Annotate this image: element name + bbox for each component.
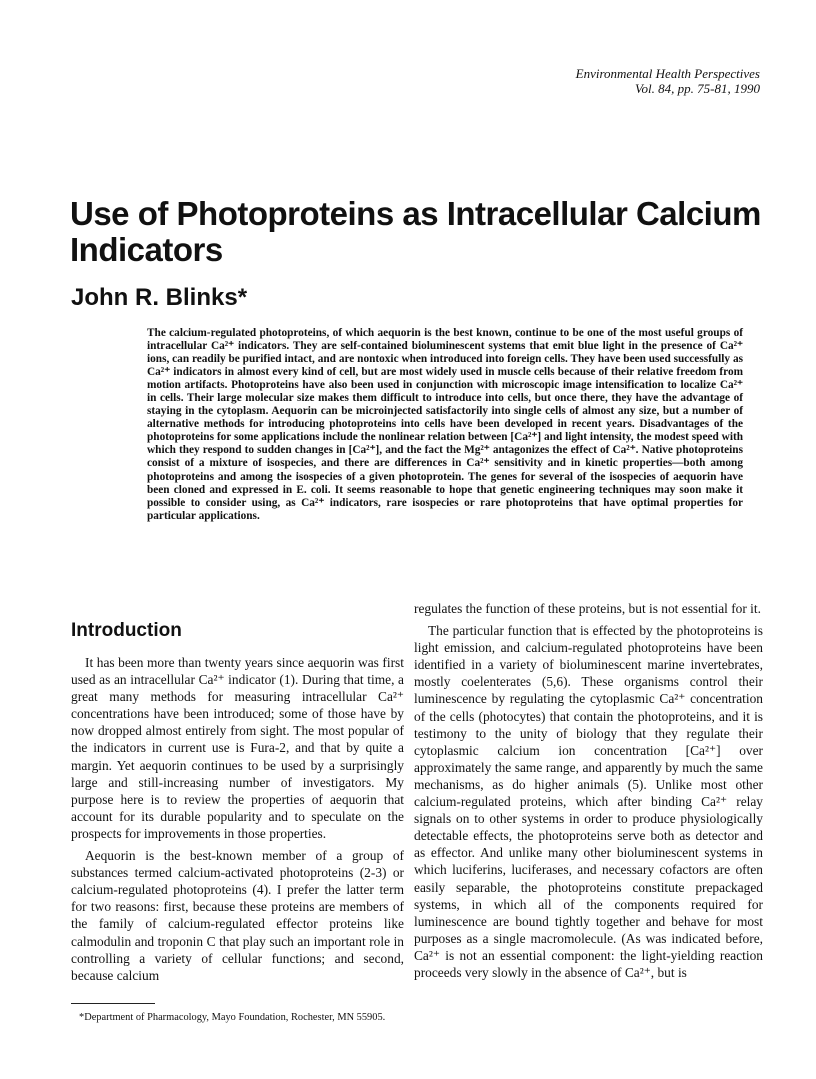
- body-paragraph: It has been more than twenty years since aequorin was first used as an intracellular Ca²⁺ indicator (1). During that time, a great many methods for measuring intracellular Ca²⁺ concentrations have been introduced; some of those have by now dropped almost entirely from sight. The most popular of the indicators in current use is Fura-2, and that by quite a margin. Yet aequorin continues to be used by a surprisingly large and still-increasing number of investigators. My purpose here is to review the properties of aequorin that account for its durable popularity and to speculate on the prospects for improvements in those properties.: [71, 655, 404, 841]
- abstract: The calcium-regulated photoproteins, of which aequorin is the best known, continue to be one of the most useful groups of intracellular Ca²⁺ indicators. They are self-contained bioluminescent systems that emit blue light in the presence of Ca²⁺ ions, can readily be purified intact, and are nontoxic when introduced into foreign cells. They have been used successfully as Ca²⁺ indicators in almost every kind of cell, but are most widely used in muscle cells because of their relative freedom from motion artifacts. Photoproteins have also been used in conjunction with microscopic image intensification to localize Ca²⁺ in cells. Their large molecular size makes them difficult to introduce into cells, but once there, they have the advantage of staying in the cytoplasm. Aequorin can be microinjected satisfactorily into single cells of almost any size, but a number of alternative methods for introducing photoproteins into cells have been developed in recent years. Disadvantages of the photoproteins for some applications include the nonlinear relation between [Ca²⁺] and light intensity, the modest speed with which they respond to sudden changes in [Ca²⁺], and the fact the Mg²⁺ antagonizes the effect of Ca²⁺. Native photoproteins consist of a mixture of isospecies, and there are differences in Ca²⁺ sensitivity and in kinetic properties—both among photoproteins and among the isospecies of a given photoprotein. The genes for several of the isospecies of aequorin have been cloned and expressed in E. coli. It seems reasonable to hope that genetic engineering techniques may soon make it possible to consider using, as Ca²⁺ indicators, rare isospecies or rare photoproteins that have optimal properties for particular applications.: [147, 327, 743, 522]
- body-paragraph: regulates the function of these proteins, but is not essential for it.: [414, 601, 761, 616]
- body-paragraph: Aequorin is the best-known member of a group of substances termed calcium-activated photoproteins (2-3) or calcium-regulated photoproteins (4). I prefer the latter term for two reasons: first, because these proteins are members of the family of calcium-regulated effector proteins like calmodulin and troponin C that play such an important role in controlling a variety of cellular functions; and second, because calcium: [71, 848, 404, 983]
- section-heading-introduction: Introduction: [71, 620, 182, 641]
- journal-citation: Vol. 84, pp. 75-81, 1990: [635, 81, 760, 96]
- author-affiliation-footnote: *Department of Pharmacology, Mayo Foundation, Rochester, MN 55905.: [79, 1012, 386, 1023]
- journal-name: Environmental Health Perspectives: [575, 66, 760, 81]
- body-column-left: [71, 654, 404, 984]
- journal-header: [576, 66, 760, 96]
- article-title: Use of Photoproteins as Intracellular Calcium Indicators: [70, 195, 761, 268]
- article-author: John R. Blinks*: [71, 284, 248, 311]
- body-column-right: [414, 600, 763, 981]
- body-paragraph: The particular function that is effected by the photoproteins is light emission, and calcium-regulated photoproteins have been identified in a variety of bioluminescent marine invertebrates, mostly coelenterates (5,6). These organisms control their luminescence by regulating the cytoplasmic Ca²⁺ concentration of the cells (photocytes) that contain the photoproteins, and it is testimony to the unity of biology that they regulate their cytoplasmic calcium ion concentration [Ca²⁺] over approximately the same range, and apparently by much the same mechanisms, as do higher animals (5). Unlike most other calcium-regulated proteins, which after binding Ca²⁺ relay signals on to other systems in order to produce physiologically detectable effects, the photoproteins serve both as detector and as effector. And unlike many other bioluminescent systems in which luciferins, luciferases, and necessary cofactors are often easily separable, the photoproteins constitute prepackaged systems, in which all of the components required for luminescence are bound tightly together and behave for most purposes as a single macromolecule. (As was indicated before, Ca²⁺ is not an essential component: the light-yielding reaction proceeds very slowly in the absence of Ca²⁺, but is: [414, 623, 763, 980]
- footnote-divider: [71, 1003, 155, 1004]
